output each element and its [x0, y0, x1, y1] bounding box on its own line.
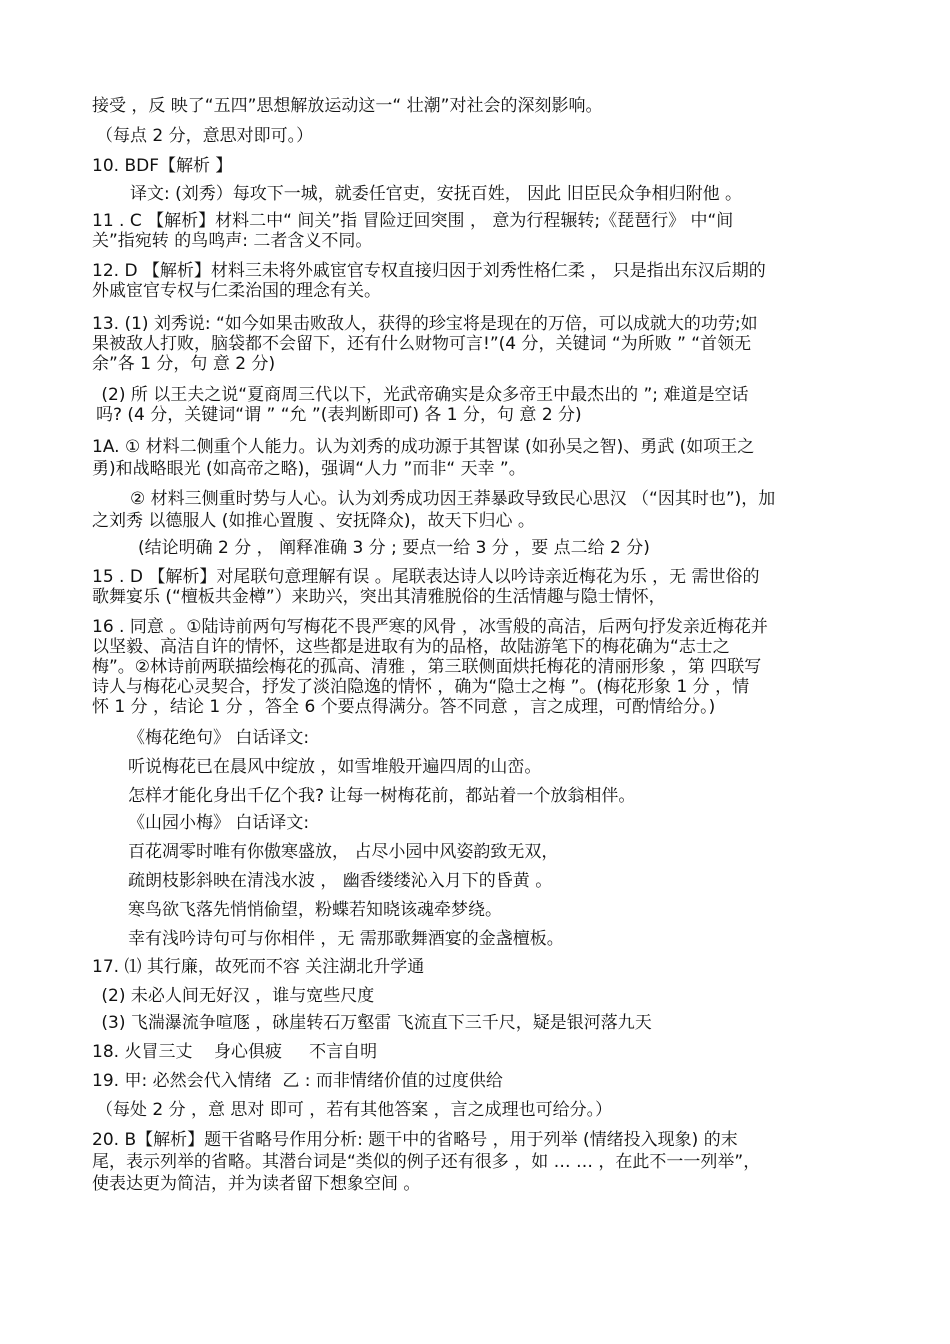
answer-10-header: 10. BDF【解析 】 [92, 156, 233, 176]
poem-2-title: 《山园小梅》 白话译文: [128, 813, 310, 833]
answer-16-line-3: 梅”。②林诗前两联描绘梅花的孤高、清雅 ，第三联侧面烘托梅花的清丽形象 ，第 四联写 [92, 657, 762, 677]
answer-16-line-4: 诗人与梅花心灵契合，抒发了淡泊隐逸的情怀 ，确为“隐士之梅 ”。(梅花形象 1 分 ，情 [92, 677, 750, 697]
answer-10-translation: 译文: (刘秀）每攻下一城，就委任官吏，安抚百姓， 因此 旧臣民众争相归附他 。 [130, 184, 742, 204]
poem-2-line-4: 幸有浅吟诗句可与你相伴 ，无 需那歌舞酒宴的金盏檀板。 [128, 929, 564, 949]
answer-16-line-5: 怀 1 分 ，结论 1 分 ，答全 6 个要点得满分。答不同意 ，言之成理，可酌情给分。) [92, 697, 716, 717]
answer-16-line-2: 以坚毅、高洁自许的情怀，这些都是进取有为的品格，故陆游笔下的梅花确为“志士之 [92, 637, 730, 657]
poem-2-line-3: 寒鸟欲飞落先悄悄偷望，粉蝶若知晓该魂牵梦绕。 [128, 900, 502, 920]
answer-20-line-2: 尾，表示列举的省略。其潜台词是“类似的例子还有很多 ，如 … … ，在此不一一列举”， [92, 1152, 761, 1172]
answer-15-line-2: 歌舞宴乐 (“檀板共金樽”）来助兴，突出其清雅脱俗的生活情趣与隐士情怀， [92, 587, 666, 607]
answer-13-2-line-1: (2) 所 以王夫之说“夏商周三代以下，光武帝确实是众多帝王中最杰出的 ”; 难道是空话 [96, 385, 749, 405]
answer-18: 18. 火冒三丈 身心俱疲 不言自明 [92, 1042, 378, 1062]
answer-14-point-1-line-1: 1A. ① 材料二侧重个人能力。认为刘秀的成功源于其智谋 (如孙吴之智)、勇武 (如项王之 [92, 437, 755, 457]
answer-9-scoring-note: （每点 2 分，意思对即可。） [96, 126, 314, 146]
poem-1-line-2: 怎样才能化身出千亿个我? 让每一树梅花前，都站着一个放翁相伴。 [128, 786, 636, 806]
answer-19-scoring-note: （每处 2 分 ，意 思对 即可 ，若有其他答案 ，言之成理也可给分。） [96, 1100, 613, 1120]
answer-20-line-3: 使表达更为简洁，并为读者留下想象空间 。 [92, 1174, 421, 1194]
answer-19: 19. 甲: 必然会代入情绪 乙 : 而非情绪价值的过度供给 [92, 1071, 503, 1091]
poem-2-line-1: 百花凋零时唯有你傲寒盛放， 占尽小园中风姿韵致无双， [128, 842, 559, 862]
answer-13-1-line-3: 余”各 1 分，句 意 2 分) [92, 354, 276, 374]
answer-13-2-line-2: 吗? (4 分，关键词“谓 ” “允 ”(表判断即可) 各 1 分，句 意 2 分) [96, 405, 582, 425]
answer-16-line-1: 16 . 同意 。①陆诗前两句写梅花不畏严寒的风骨 ，冰雪般的高洁，后两句抒发亲近梅花并 [92, 617, 768, 637]
answer-15-line-1: 15 . D 【解析】对尾联句意理解有误 。尾联表达诗人以吟诗亲近梅花为乐 ，无 需世俗的 [92, 567, 760, 587]
answer-12-line-1: 12. D 【解析】材料三未将外戚宦官专权直接归因于刘秀性格仁柔 ， 只是指出东汉后期的 [92, 261, 766, 281]
answer-20-line-1: 20. B【解析】题干省略号作用分析: 题干中的省略号 ，用于列举 (情绪投入现象) 的末 [92, 1130, 738, 1150]
answer-17-1: 17. ⑴ 其行廉，故死而不容 关注湖北升学通 [92, 957, 425, 977]
answer-11-line-2: 关”指宛转 的鸟鸣声: 二者含义不同。 [92, 231, 373, 251]
answer-14-point-2-line-2: 之刘秀 以德服人 (如推心置腹 、安抚降众)，故天下归心 。 [92, 511, 535, 531]
answer-13-1-line-2: 果被敌人打败，脑袋都不会留下，还有什么财物可言!”(4 分，关键词 “为所败 ” “首领无 [92, 334, 752, 354]
answer-13-1-line-1: 13. (1) 刘秀说: “如今如果击败敌人，获得的珍宝将是现在的万倍，可以成就大的功劳;如 [92, 314, 758, 334]
answer-17-2: (2) 未必人间无好汉 ，谁与宽些尺度 [96, 986, 375, 1006]
answer-14-point-1-line-2: 勇)和战略眼光 (如高帝之略)，强调“人力 ”而非“ 天幸 ”。 [92, 459, 526, 479]
answer-14-scoring-note: (结论明确 2 分 ， 阐释准确 3 分 ; 要点一给 3 分 ，要 点二给 2 分) [138, 538, 650, 558]
answer-12-line-2: 外戚宦官专权与仁柔治国的理念有关。 [92, 281, 381, 301]
answer-17-3: (3) 飞湍瀑流争喧豗 ，砯崖转石万壑雷 飞流直下三千尺，疑是银河落九天 [96, 1013, 652, 1033]
answer-9-conclusion-line: 接受 ，反 映了“五四”思想解放运动这一“ 壮潮”对社会的深刻影响。 [92, 96, 603, 116]
answer-14-point-2-line-1: ② 材料三侧重时势与人心。认为刘秀成功因王莽暴政导致民心思汉 （“因其时也”)，加 [130, 489, 776, 509]
poem-2-line-2: 疏朗枝影斜映在清浅水波 ， 幽香缕缕沁入月下的昏黄 。 [128, 871, 553, 891]
poem-1-title: 《梅花绝句》 白话译文: [128, 728, 310, 748]
answer-11-line-1: 11 . C 【解析】材料二中“ 间关”指 冒险迂回突围 ， 意为行程辗转;《琵琶行》 中“间 [92, 211, 734, 231]
poem-1-line-1: 听说梅花已在晨风中绽放 ，如雪堆般开遍四周的山峦。 [128, 757, 542, 777]
